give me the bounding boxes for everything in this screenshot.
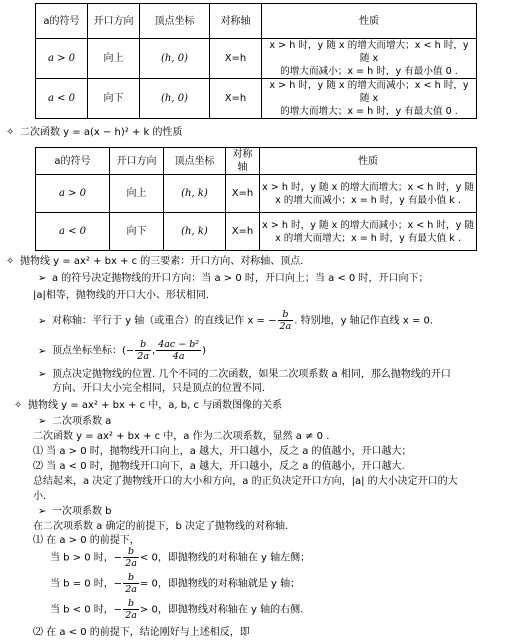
fraction-numerator: b [278, 309, 294, 321]
cell-vertex: (h, k) [164, 213, 226, 251]
cell-direction: 向上 [110, 175, 164, 213]
item-text: . 特别地，y 轴记作直线 x = 0. [294, 315, 434, 327]
fraction-denominator: 2a [125, 558, 137, 569]
cell-properties [262, 79, 477, 119]
cell-direction: 向下 [88, 79, 140, 119]
arrow-bullet-icon: ➢ [38, 345, 47, 357]
case-text: 当 b > 0 时，− [50, 552, 123, 564]
property-line: x > h 时，y 随 x 的增大而减小；x < h 时，y 随 [262, 219, 474, 231]
subheading-text: 二次项系数 a [52, 416, 112, 427]
arrow-bullet-icon: ➢ [38, 315, 47, 327]
item-text: 顶点决定抛物线的位置. 几个不同的二次函数，如果二次项系数 a 相同，那么抛物线的开口 [52, 369, 451, 380]
cell-axis: X=h [210, 79, 262, 119]
list-item [38, 369, 451, 381]
section-heading-coefficients [14, 400, 282, 412]
paragraph-line: 二次函数 y = ax² + bx + c 中，a 作为二次项系数，显然 a ≠ 0 . [33, 431, 330, 442]
paragraph-line: ⑵ 当 a < 0 时，抛物线开口向下，a 越大，开口越小，反之 a 的值越小，开口越大. [33, 461, 405, 472]
fraction-denominator: 2a [125, 610, 137, 621]
case-text: 当 b = 0 时，− [50, 578, 123, 590]
case-text: > 0，即抛物线对称轴在 y 轴的右侧. [139, 604, 304, 616]
paragraph-line: 在二次项系数 a 确定的前提下，b 决定了抛物线的对称轴. [33, 521, 289, 532]
cell-sign: a < 0 [36, 213, 110, 251]
case-text: 当 b < 0 时，− [50, 604, 123, 616]
paragraph-line: ⑴ 在 a > 0 的前提下， [33, 535, 140, 546]
cell-vertex: (h, k) [164, 175, 226, 213]
fraction-numerator: b [123, 572, 139, 584]
cell-vertex: (h, 0) [140, 39, 210, 79]
cell-sign: a < 0 [36, 79, 88, 119]
paragraph-line: ⑵ 在 a < 0 的前提下，结论刚好与上述相反，即 [33, 627, 250, 638]
fraction [156, 339, 201, 362]
cell-properties [260, 213, 477, 251]
subheading [38, 506, 112, 518]
cell-axis: X=h [226, 213, 260, 251]
fraction-numerator: b [135, 339, 151, 351]
arrow-bullet-icon: ➢ [38, 416, 47, 427]
header-vertex: 顶点坐标 [140, 4, 210, 39]
header-direction: 开口方向 [110, 148, 164, 175]
header-properties: 性质 [260, 148, 477, 175]
section-heading-vertex-form [6, 127, 182, 139]
property-line: x > h 时，y 随 x 的增大而减小；x < h 时，y 随 x [269, 80, 469, 104]
paragraph-line: 总结起来，a 决定了抛物线开口的大小和方向，a 的正负决定开口方向，|a| 的大小决定开口的大 [33, 476, 458, 487]
list-item [38, 273, 428, 285]
cell-properties [262, 39, 477, 79]
case-line [50, 546, 310, 571]
property-line: 的增大而增大；x = h 时，y 有最大值 0 . [280, 106, 458, 117]
separator: , [152, 345, 156, 357]
subheading [38, 416, 111, 428]
section-heading-three-elements [6, 256, 303, 268]
case-text: = 0，即抛物线的对称轴就是 y 轴； [139, 578, 301, 590]
item-text-continued: |a|相等，抛物线的开口大小、形状相同. [33, 290, 210, 301]
header-axis: 对称轴 [226, 148, 260, 175]
subheading-text: 一次项系数 b [52, 506, 112, 517]
arrow-bullet-icon: ➢ [38, 369, 47, 380]
table-row [36, 175, 477, 213]
fraction [278, 309, 294, 332]
list-item [38, 309, 433, 334]
table-row [36, 213, 477, 251]
cell-sign: a > 0 [36, 175, 110, 213]
item-text: 对称轴：平行于 y 轴（或重合）的直线记作 x = − [52, 315, 277, 327]
heading-text: 抛物线 y = ax² + bx + c 中，a, b, c 与函数图像的关系 [28, 400, 283, 411]
cell-vertex: (h, 0) [140, 79, 210, 119]
fraction-denominator: 2a [137, 351, 149, 362]
diamond-bullet-icon: ✧ [6, 127, 15, 138]
paragraph-line: ⑴ 当 a > 0 时，抛物线开口向上，a 越大，开口越小，反之 a 的值越小，开口越大； [33, 446, 412, 457]
fraction [123, 598, 139, 621]
cell-sign: a > 0 [36, 39, 88, 79]
diamond-bullet-icon: ✧ [6, 256, 15, 267]
case-line [50, 572, 300, 597]
table-row [36, 79, 477, 119]
header-sign: a的符号 [36, 4, 88, 39]
property-line: x 的增大而增大；x = h 时，y 有最大值 k . [275, 232, 461, 244]
property-line: x > h 时，y 随 x 的增大而增大；x < h 时，y 随 [262, 181, 474, 193]
list-item [38, 339, 206, 364]
header-axis: 对称轴 [210, 4, 262, 39]
fraction [123, 546, 139, 569]
arrow-bullet-icon: ➢ [38, 506, 47, 517]
header-vertex: 顶点坐标 [164, 148, 226, 175]
fraction-denominator: 2a [125, 584, 137, 595]
item-text: a 的符号决定抛物线的开口方向：当 a > 0 时，开口向上；当 a < 0 时，开口向下； [52, 273, 429, 284]
property-line: x > h 时，y 随 x 的增大而增大；x < h 时，y 随 x [269, 40, 469, 64]
property-line: 的增大而减小；x = h 时，y 有最小值 0 . [280, 66, 458, 77]
property-line: x 的增大而减小；x = h 时，y 有最小值 k . [275, 194, 461, 206]
diamond-bullet-icon: ✧ [14, 400, 23, 411]
fraction-denominator: 2a [279, 321, 292, 332]
item-text: 顶点坐标坐标：(− [52, 345, 135, 357]
cell-axis: X=h [226, 175, 260, 213]
fraction-numerator: 4ac − b² [158, 339, 200, 350]
header-sign: a的符号 [36, 148, 110, 175]
case-text: < 0，即抛物线的对称轴在 y 轴左侧； [139, 552, 311, 564]
properties-table-vertex-h0 [35, 3, 477, 119]
fraction-numerator: b [123, 546, 139, 558]
cell-direction: 向上 [88, 39, 140, 79]
heading-text: 抛物线 y = ax² + bx + c 的三要素：开口方向、对称轴、顶点. [20, 256, 304, 267]
header-direction: 开口方向 [88, 4, 140, 39]
item-text-continued: 方向、开口大小完全相同，只是顶点的位置不同. [52, 383, 266, 394]
paragraph-line: 小. [33, 491, 47, 502]
fraction-numerator: b [123, 598, 139, 610]
heading-text: 二次函数 y = a(x − h)² + k 的性质 [20, 127, 183, 138]
fraction-denominator: 4a [172, 351, 185, 362]
arrow-bullet-icon: ➢ [38, 273, 47, 284]
case-line [50, 598, 303, 623]
item-text: ) [202, 345, 207, 357]
cell-direction: 向下 [110, 213, 164, 251]
table-row [36, 39, 477, 79]
fraction [123, 572, 139, 595]
cell-properties [260, 175, 477, 213]
header-properties: 性质 [262, 4, 477, 39]
cell-axis: X=h [210, 39, 262, 79]
fraction [135, 339, 151, 362]
properties-table-vertex-hk [35, 147, 477, 251]
